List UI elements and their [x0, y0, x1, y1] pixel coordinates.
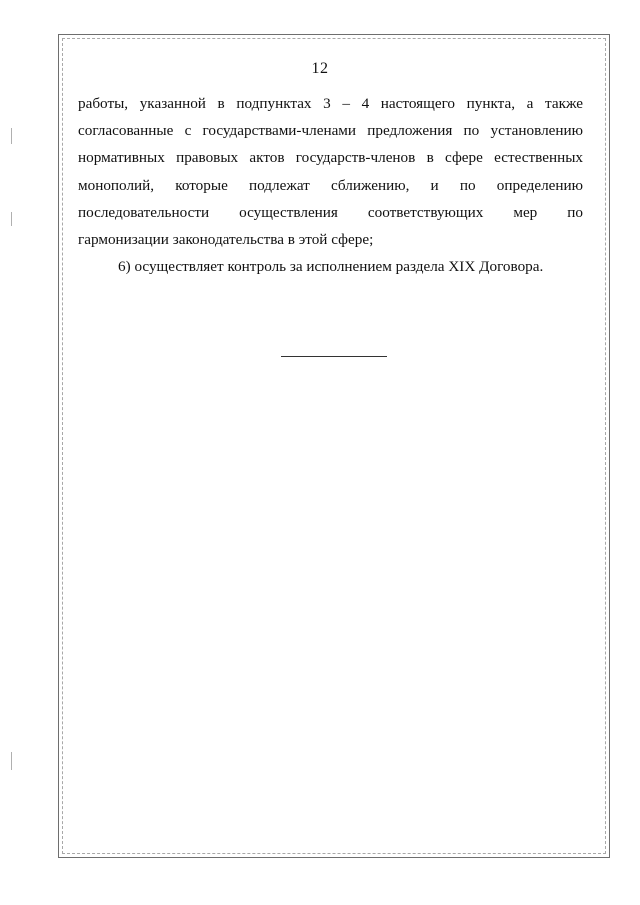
- end-of-text-rule: [281, 356, 387, 357]
- scan-edge-mark: [11, 212, 12, 226]
- text-line: гармонизации законодательства в этой сфере;: [78, 231, 374, 249]
- text-line: работы, указанной в подпунктах 3 – 4 настоящего пункта, а также: [78, 95, 583, 112]
- text-line: нормативных правовых актов государств-членов в сфере естественных: [78, 149, 583, 167]
- text-line: 6) осуществляет контроль за исполнением раздела XIX Договора.: [118, 258, 544, 276]
- document-body: [78, 90, 583, 280]
- text-line: последовательности осуществления соответствующих мер по: [78, 203, 583, 221]
- scan-edge-mark: [11, 128, 12, 144]
- text-line: согласованные с государствами-членами предложения по установлению: [78, 122, 583, 140]
- text-line: монополий, которые подлежат сближению, и по определению: [78, 176, 583, 194]
- scan-edge-mark: [11, 752, 12, 770]
- page-number: 12: [311, 60, 329, 77]
